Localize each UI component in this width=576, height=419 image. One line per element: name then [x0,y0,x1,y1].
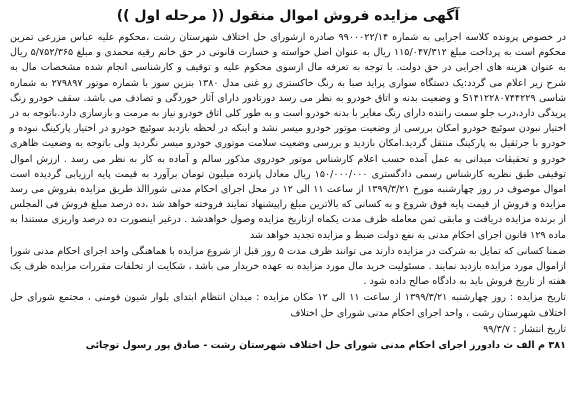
notice-body [10,30,566,354]
notice-publish-date: تاریخ انتشار : ۹۹/۳/۷ [483,323,566,335]
notice-paragraph-visit: ضمنا کسانی که تمایل به شرکت در مزایده دارند می توانند ظرف مدت ۵ روز قبل از شروع مزایده با هماهنگی واحد اجرای احکام مدنی شورا ازاموال مورد مزایده بازدید نمایند . مسئولیت خرید مال مورد مزایده به عهده خریدار می باشد ، شکایت از تخلفات مقررات مزایده ظرف یک هفته از تاریخ فروش باید به دادگاه صالح داده شود . [10,245,566,288]
notice-signature: ۳۸۱ م الف ث دادورز اجرای احکام مدنی شورای حل اختلاف شهرستان رشت - صادق پور رسول توچائی [85,340,566,352]
notice-title: آگهی مزایده فروش اموال منقول (( مرحله اول )) [116,8,460,24]
notice-paragraph-main: در خصوص پرونده کلاسه اجرایی به شماره ۹۹۰۰۰۲۲/۱۴ صادره ازشورای حل اختلاف شهرستان رشت ،محکوم علیه عباس مزرعی تمرین محکوم است به پرداخت مبلغ ۱۱۵/۰۴۷/۳۱۲ ریال به عنوان اصل خواسته و خسارت قانونی در حق خانم رقیه محمدی و مبلغ ۵/۷۵۲/۳۶۵ ریال به عنوان هزینه های اجرایی در حق دولت. با توجه به تعرفه مال ازسوی محکوم علیه و توقیف و کارشناسی انجام شده مشخصات مال به شرح زیر اعلام می گردد:یک دستگاه سواری پراید صبا به رنگ خاکستری رو غنی مدل ۱۳۸۰ بنزین سوز با شماره موتور ۲۷۹۸۹۷ به شماره شاسی S۱۴۱۲۲۸۰۷۴۴۲۲۹ و وضعیت بدنه و اتاق خودرو به نظر می رسد دورتادور دارای آثار خوردگی و تصادف می باشد. سقف خودرو رنگ پریدگی دارد،درب جلو سمت راننده دارای رنگ مغایر با بدنه خودرو است و به طور کلی اتاق خودرو نیاز به مرمت و بازسازی دارد.باتوجه به در اختیار نبودن سوئیچ خودرو امکان بررسی از وضعیت موتور خودرو میسر نشد و اینکه در لحظه بازدید سوئیچ خودرو در اختیار پارکینگ نبوده و خودرو با جرثقیل به پارکینگ منتقل گردید.امکان بازدید و بررسی وضعیت سلامت موتوری خودرو میسر نگردید ولی باتوجه به وضعیت ظاهری خودرو و تحقیقات میدانی به عمل آمده حسب اعلام کارشناس موتور خودروی مذکور سالم و آماده به کار به نظر می رسد . ارزش اموال توقیفی طبق نظریه کارشناس رسمی دادگستری ۱۵۰/۰۰۰/۰۰۰ ریال معادل پانزده میلیون تومان برآورد به قیمت پایه ارزیابی گردیده است اموال موصوف در روز چهارشنبه مورخ ۱۳۹۹/۳/۲۱ از ساعت ۱۱ الی ۱۲ در محل اجرای احکام مدنی شوراالذ طریق مزایده بفروش می رسد مزایده و فروش از قیمت پایه فوق شروع و به کسانی که بالاترین مبلغ راپیشنهاد نمایند فروخته خواهد شد ،ده درصد مبلغ فروش فی المجلس از برنده مزایده دریافت و مابقی ثمن معامله ظرف مدت یکماه ازتاریخ مزایده وصول خواهدشد . درغیر اینصورت ده درصد واریزی مستندا به ماده ۱۲۹ قانون اجرای احکام مدنی به نفع دولت ضبط و مزایده تجدید خواهد شد [10,32,567,241]
notice-paragraph-date-place: تاریخ مزایده : روز چهارشنبه ۱۳۹۹/۳/۲۱ از ساعت ۱۱ الی ۱۲ مکان مزایده : میدان انتظام ابتدای بلوار شیون فومنی ، مجتمع شورای حل اختلاف شهرستان رشت ، واحد اجرای احکام مدنی شورای حل اختلاف [10,292,566,319]
